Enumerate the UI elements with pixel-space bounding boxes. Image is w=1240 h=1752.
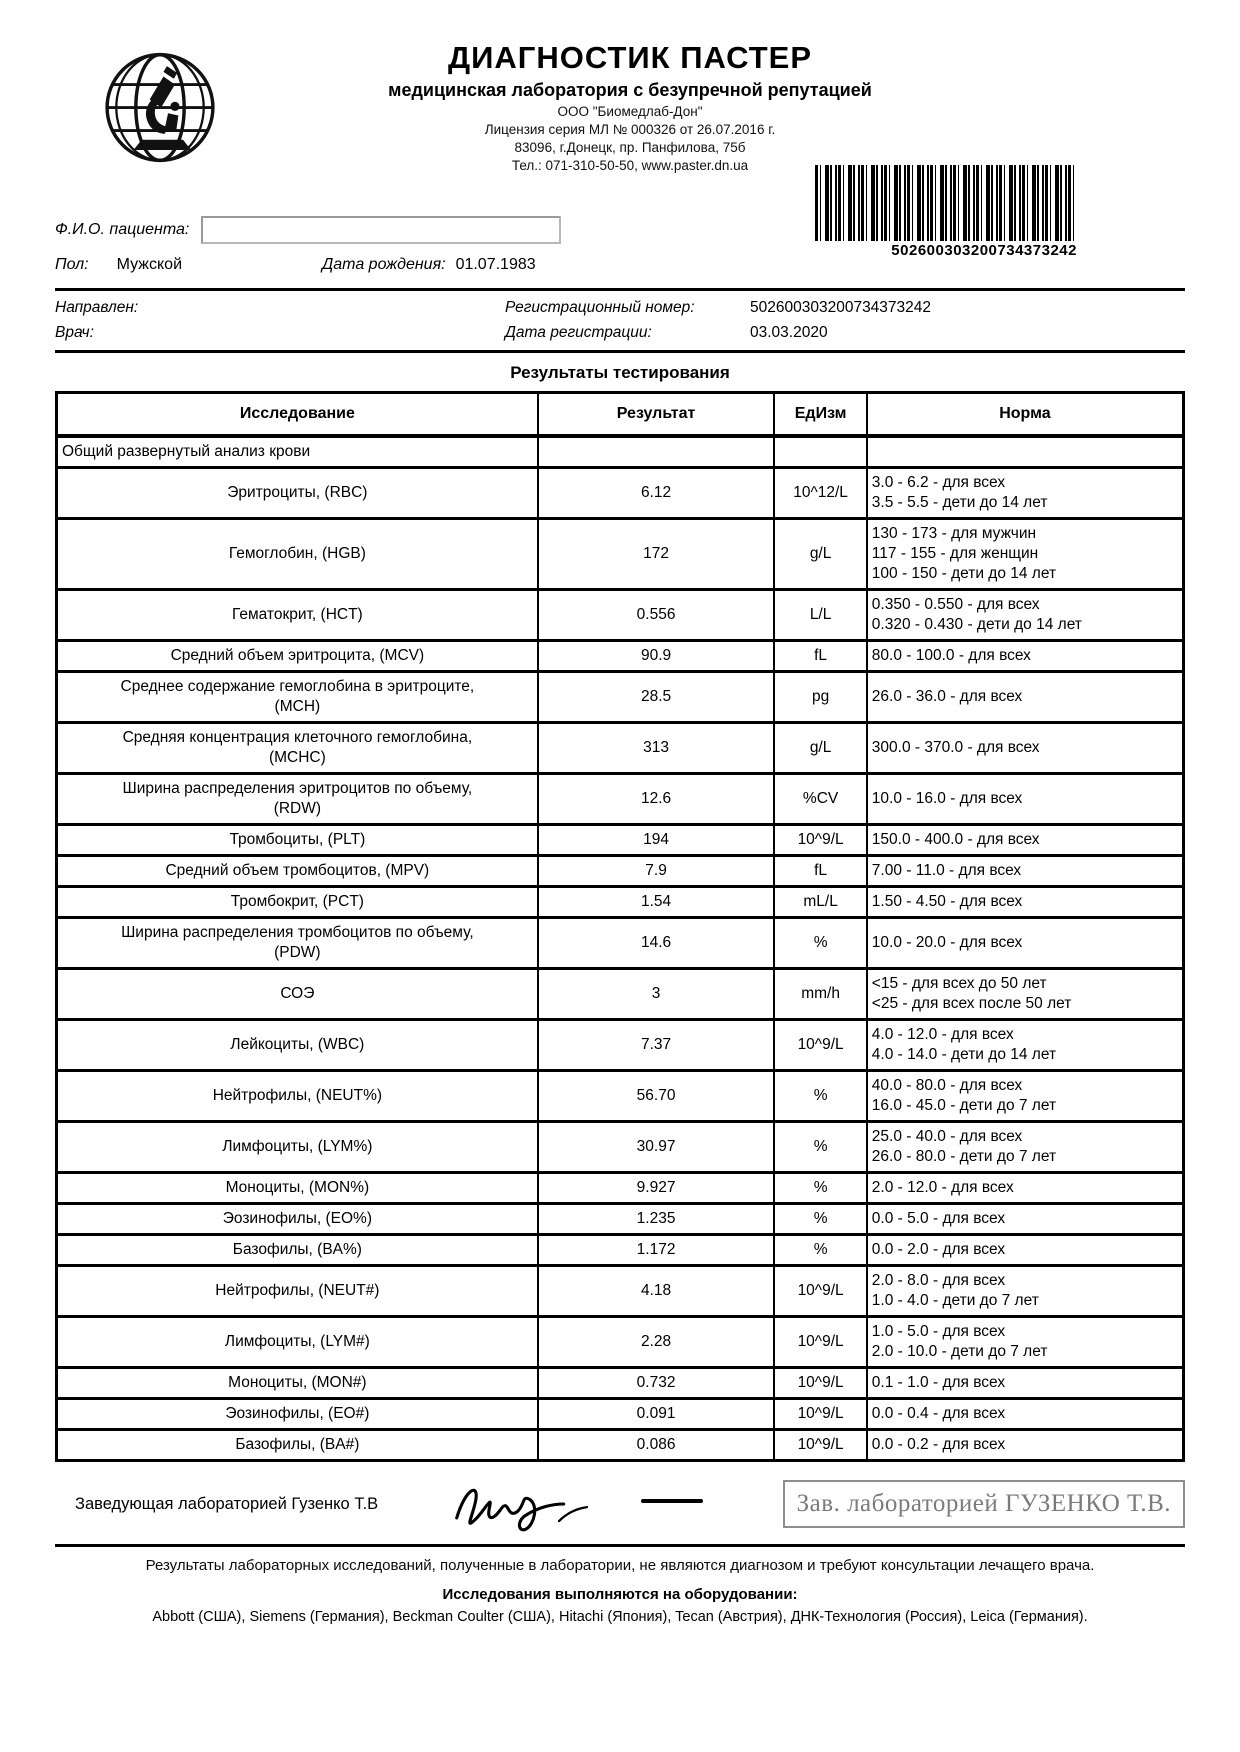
result-value-cell: 7.9 xyxy=(538,856,775,887)
unit-cell: 10^9/L xyxy=(774,1399,866,1430)
table-row xyxy=(57,641,1184,672)
divider-registration xyxy=(55,350,1185,353)
result-value-cell: 313 xyxy=(538,723,775,774)
patient-info-section xyxy=(55,216,1185,274)
table-row xyxy=(57,1173,1184,1204)
norm-cell: 130 - 173 - для мужчин 117 - 155 - для женщин 100 - 150 - дети до 14 лет xyxy=(867,519,1184,590)
equipment-list: Abbott (США), Siemens (Германия), Beckman Coulter (США), Hitachi (Япония), Tecan (Австрия), ДНК-Технология (Россия), Leica (Германия). xyxy=(152,1609,1088,1625)
signature-dash xyxy=(641,1499,703,1503)
sex-label: Пол: xyxy=(55,256,89,273)
table-row xyxy=(57,1317,1184,1368)
reg-number-label: Регистрационный номер: xyxy=(505,299,695,316)
column-header-result: Результат xyxy=(538,393,775,437)
result-value-cell: 56.70 xyxy=(538,1071,775,1122)
norm-cell: 0.0 - 5.0 - для всех xyxy=(867,1204,1184,1235)
column-header-norm: Норма xyxy=(867,393,1184,437)
norm-cell: 300.0 - 370.0 - для всех xyxy=(867,723,1184,774)
table-row xyxy=(57,969,1184,1020)
unit-cell: % xyxy=(774,1071,866,1122)
test-name-cell: Ширина распределения тромбоцитов по объему, (PDW) xyxy=(57,918,538,969)
test-name-cell: Нейтрофилы, (NEUT#) xyxy=(57,1266,538,1317)
result-value-cell: 4.18 xyxy=(538,1266,775,1317)
signature-section xyxy=(55,1472,1185,1536)
table-row xyxy=(57,468,1184,519)
barcode-number: 502600303200734373242 xyxy=(891,242,1077,259)
norm-cell: 150.0 - 400.0 - для всех xyxy=(867,825,1184,856)
test-name-cell: Эозинофилы, (EO#) xyxy=(57,1399,538,1430)
result-value-cell: 28.5 xyxy=(538,672,775,723)
norm-cell: 4.0 - 12.0 - для всех 4.0 - 14.0 - дети до 14 лет xyxy=(867,1020,1184,1071)
lab-license: Лицензия серия МЛ № 000326 от 26.07.2016 г. xyxy=(484,122,776,137)
norm-cell: 2.0 - 8.0 - для всех 1.0 - 4.0 - дети до 7 лет xyxy=(867,1266,1184,1317)
table-row xyxy=(57,825,1184,856)
unit-cell: %CV xyxy=(774,774,866,825)
unit-cell: mL/L xyxy=(774,887,866,918)
table-row xyxy=(57,1235,1184,1266)
result-value-cell: 194 xyxy=(538,825,775,856)
norm-cell: 1.50 - 4.50 - для всех xyxy=(867,887,1184,918)
signature-icon xyxy=(433,1473,623,1535)
result-value-cell: 3 xyxy=(538,969,775,1020)
lab-company: ООО "Биомедлаб-Дон" xyxy=(557,104,703,119)
result-value-cell: 172 xyxy=(538,519,775,590)
test-name-cell: Моноциты, (MON%) xyxy=(57,1173,538,1204)
reg-number-value: 502600303200734373242 xyxy=(750,299,932,316)
test-name-cell: Тромбоциты, (PLT) xyxy=(57,825,538,856)
test-name-cell: Средний объем эритроцита, (MCV) xyxy=(57,641,538,672)
lab-report-page xyxy=(55,0,1185,1625)
norm-cell: 10.0 - 20.0 - для всех xyxy=(867,918,1184,969)
norm-cell: 0.0 - 2.0 - для всех xyxy=(867,1235,1184,1266)
test-name-cell: Моноциты, (MON#) xyxy=(57,1368,538,1399)
table-row xyxy=(57,1122,1184,1173)
result-value-cell: 1.235 xyxy=(538,1204,775,1235)
test-name-cell: Эозинофилы, (EO%) xyxy=(57,1204,538,1235)
norm-cell: 1.0 - 5.0 - для всех 2.0 - 10.0 - дети до 7 лет xyxy=(867,1317,1184,1368)
results-table-body xyxy=(57,436,1184,1461)
section-empty-cell xyxy=(867,436,1184,468)
patient-name-input[interactable] xyxy=(201,216,561,244)
globe-microscope-icon xyxy=(85,50,235,165)
header-text-block xyxy=(235,40,1025,173)
lab-phone: Тел.: 071-310-50-50, www.paster.dn.ua xyxy=(511,158,749,173)
unit-cell: 10^9/L xyxy=(774,1317,866,1368)
reg-date-label: Дата регистрации: xyxy=(505,324,652,341)
unit-cell: g/L xyxy=(774,723,866,774)
result-value-cell: 0.556 xyxy=(538,590,775,641)
table-row xyxy=(57,856,1184,887)
birth-date-label: Дата рождения: xyxy=(322,256,446,273)
norm-cell: 0.1 - 1.0 - для всех xyxy=(867,1368,1184,1399)
section-title: Общий развернутый анализ крови xyxy=(57,436,538,468)
table-row xyxy=(57,672,1184,723)
table-row xyxy=(57,590,1184,641)
test-name-cell: Гематокрит, (HCT) xyxy=(57,590,538,641)
patient-name-label: Ф.И.О. пациента: xyxy=(55,221,190,238)
table-row xyxy=(57,1071,1184,1122)
norm-cell: <15 - для всех до 50 лет <25 - для всех после 50 лет xyxy=(867,969,1184,1020)
unit-cell: mm/h xyxy=(774,969,866,1020)
norm-cell: 10.0 - 16.0 - для всех xyxy=(867,774,1184,825)
registration-section xyxy=(55,299,1185,342)
unit-cell: % xyxy=(774,1235,866,1266)
test-name-cell: Эритроциты, (RBC) xyxy=(57,468,538,519)
test-name-cell: Тромбокрит, (PCT) xyxy=(57,887,538,918)
norm-cell: 3.0 - 6.2 - для всех 3.5 - 5.5 - дети до 14 лет xyxy=(867,468,1184,519)
lab-subtitle: медицинская лаборатория с безупречной репутацией xyxy=(388,80,872,100)
unit-cell: % xyxy=(774,1173,866,1204)
test-name-cell: СОЭ xyxy=(57,969,538,1020)
unit-cell: 10^9/L xyxy=(774,1266,866,1317)
doctor-label: Врач: xyxy=(55,324,94,341)
lab-address: 83096, г.Донецк, пр. Панфилова, 75б xyxy=(514,140,746,155)
table-row xyxy=(57,887,1184,918)
unit-cell: 10^9/L xyxy=(774,1020,866,1071)
result-value-cell: 1.172 xyxy=(538,1235,775,1266)
test-name-cell: Нейтрофилы, (NEUT%) xyxy=(57,1071,538,1122)
table-row xyxy=(57,1368,1184,1399)
unit-cell: L/L xyxy=(774,590,866,641)
result-value-cell: 7.37 xyxy=(538,1020,775,1071)
test-name-cell: Средний объем тромбоцитов, (MPV) xyxy=(57,856,538,887)
unit-cell: % xyxy=(774,918,866,969)
unit-cell: 10^9/L xyxy=(774,1430,866,1461)
norm-cell: 26.0 - 36.0 - для всех xyxy=(867,672,1184,723)
norm-cell: 7.00 - 11.0 - для всех xyxy=(867,856,1184,887)
table-row xyxy=(57,1430,1184,1461)
table-row xyxy=(57,1266,1184,1317)
unit-cell: fL xyxy=(774,641,866,672)
disclaimer-text: Результаты лабораторных исследований, полученные в лаборатории, не являются диагнозом и требуют консультации лечащего врача. xyxy=(145,1557,1095,1574)
table-row xyxy=(57,1020,1184,1071)
result-value-cell: 0.732 xyxy=(538,1368,775,1399)
equipment-title: Исследования выполняются на оборудовании: xyxy=(442,1586,798,1603)
test-name-cell: Гемоглобин, (HGB) xyxy=(57,519,538,590)
norm-cell: 0.0 - 0.2 - для всех xyxy=(867,1430,1184,1461)
column-header-unit: ЕдИзм xyxy=(774,393,866,437)
table-header-row xyxy=(57,393,1184,437)
lab-head-stamp: Зав. лабораторией ГУЗЕНКО Т.В. xyxy=(783,1480,1185,1528)
table-row xyxy=(57,723,1184,774)
norm-cell: 25.0 - 40.0 - для всех 26.0 - 80.0 - дети до 7 лет xyxy=(867,1122,1184,1173)
norm-cell: 80.0 - 100.0 - для всех xyxy=(867,641,1184,672)
test-name-cell: Базофилы, (BA#) xyxy=(57,1430,538,1461)
unit-cell: % xyxy=(774,1204,866,1235)
result-value-cell: 90.9 xyxy=(538,641,775,672)
result-value-cell: 14.6 xyxy=(538,918,775,969)
table-row xyxy=(57,1204,1184,1235)
lab-title: ДИАГНОСТИК ПАСТЕР xyxy=(448,40,812,75)
table-row xyxy=(57,774,1184,825)
test-name-cell: Среднее содержание гемоглобина в эритроците, (MCH) xyxy=(57,672,538,723)
divider-top xyxy=(55,288,1185,291)
table-row xyxy=(57,519,1184,590)
section-empty-cell xyxy=(538,436,775,468)
norm-cell: 0.350 - 0.550 - для всех 0.320 - 0.430 - дети до 14 лет xyxy=(867,590,1184,641)
test-name-cell: Базофилы, (BA%) xyxy=(57,1235,538,1266)
column-header-test: Исследование xyxy=(57,393,538,437)
result-value-cell: 0.091 xyxy=(538,1399,775,1430)
result-value-cell: 30.97 xyxy=(538,1122,775,1173)
test-name-cell: Лейкоциты, (WBC) xyxy=(57,1020,538,1071)
lab-logo xyxy=(85,50,235,165)
result-value-cell: 6.12 xyxy=(538,468,775,519)
test-name-cell: Ширина распределения эритроцитов по объему, (RDW) xyxy=(57,774,538,825)
unit-cell: 10^12/L xyxy=(774,468,866,519)
section-row xyxy=(57,436,1184,468)
test-name-cell: Лимфоциты, (LYM%) xyxy=(57,1122,538,1173)
result-value-cell: 2.28 xyxy=(538,1317,775,1368)
norm-cell: 2.0 - 12.0 - для всех xyxy=(867,1173,1184,1204)
section-empty-cell xyxy=(774,436,866,468)
reg-date-value: 03.03.2020 xyxy=(750,324,828,341)
test-name-cell: Лимфоциты, (LYM#) xyxy=(57,1317,538,1368)
referred-label: Направлен: xyxy=(55,299,139,316)
sex-value: Мужской xyxy=(116,256,183,273)
results-table xyxy=(55,391,1185,1462)
table-row xyxy=(57,1399,1184,1430)
test-name-cell: Средняя концентрация клеточного гемоглобина, (MCHC) xyxy=(57,723,538,774)
divider-footer xyxy=(55,1544,1185,1547)
norm-cell: 0.0 - 0.4 - для всех xyxy=(867,1399,1184,1430)
birth-date-value: 01.07.1983 xyxy=(455,256,536,273)
unit-cell: g/L xyxy=(774,519,866,590)
result-value-cell: 1.54 xyxy=(538,887,775,918)
results-title: Результаты тестирования xyxy=(510,363,730,382)
result-value-cell: 12.6 xyxy=(538,774,775,825)
unit-cell: 10^9/L xyxy=(774,825,866,856)
table-row xyxy=(57,918,1184,969)
norm-cell: 40.0 - 80.0 - для всех 16.0 - 45.0 - дети до 7 лет xyxy=(867,1071,1184,1122)
unit-cell: fL xyxy=(774,856,866,887)
unit-cell: % xyxy=(774,1122,866,1173)
lab-head-label: Заведующая лабораторией Гузенко Т.В xyxy=(75,1494,379,1513)
result-value-cell: 9.927 xyxy=(538,1173,775,1204)
unit-cell: pg xyxy=(774,672,866,723)
result-value-cell: 0.086 xyxy=(538,1430,775,1461)
unit-cell: 10^9/L xyxy=(774,1368,866,1399)
